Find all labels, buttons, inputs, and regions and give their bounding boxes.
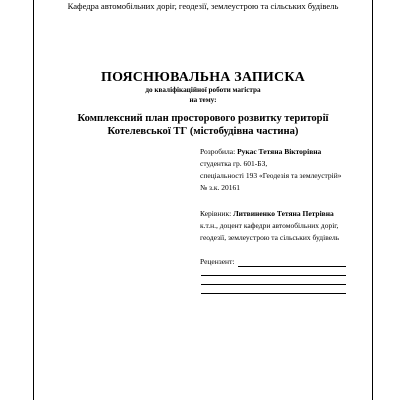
supervisor-name: Литвиненко Тетяна Петрівна [233, 209, 334, 218]
reviewer-signature-line [238, 266, 346, 267]
supervisor-position-line2: геодезії, землеустрою та сільських будівель [200, 233, 340, 242]
topic-label: на тему: [189, 96, 217, 104]
supervisor-line [200, 209, 370, 219]
reviewer-blank-line-1 [201, 275, 346, 276]
reviewer-label: Рецензент: [200, 257, 235, 266]
reviewer-blank-line-3 [201, 293, 346, 294]
author-record-book: № з.к. 20161 [200, 183, 241, 192]
author-label: Розробила: [200, 147, 236, 156]
left-margin-line [33, 0, 34, 400]
author-specialty: спеціальності 193 «Геодезія та землеустрій» [200, 171, 342, 180]
document-title: ПОЯСНЮВАЛЬНА ЗАПИСКА [100, 70, 305, 85]
thesis-topic-line2: Котелевської ТГ (містобудівна частина) [107, 126, 299, 137]
thesis-topic-line1: Комплексний план просторового розвитку території [77, 113, 329, 124]
right-margin-line [372, 0, 373, 400]
document-subtitle: до кваліфікаційної роботи магістра [145, 86, 261, 94]
author-name: Рукас Тетяна Вікторівна [237, 147, 322, 156]
department-heading: Кафедра автомобільних доріг, геодезії, землеустрою та сільських будівель [67, 1, 339, 11]
author-group: студентка гр. 601-БЗ, [200, 159, 268, 168]
reviewer-blank-line-2 [201, 284, 346, 285]
supervisor-label: Керівник: [200, 209, 232, 218]
supervisor-position-line1: к.т.н., доцент кафедри автомобільних доріг, [200, 221, 339, 230]
author-line [200, 147, 370, 157]
